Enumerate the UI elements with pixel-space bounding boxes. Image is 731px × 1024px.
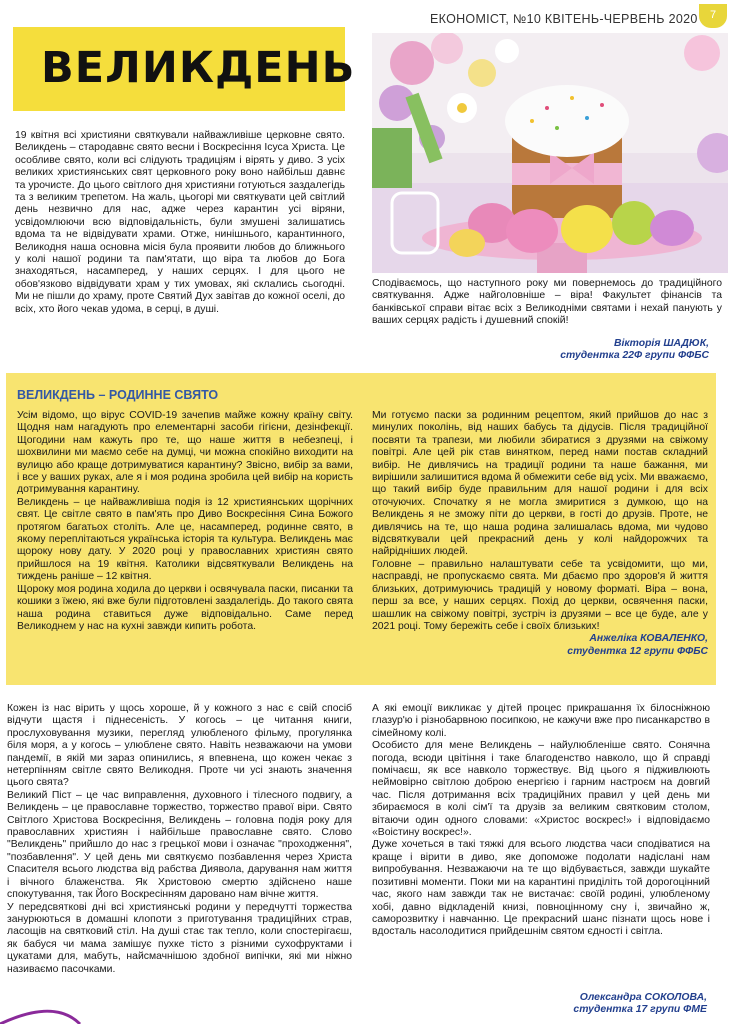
article3-paragraph: У передсвяткові дні всі християнські родини у передчутті торжества занурюються в домашні клопоти з приготування традиційних страв, ласощів на святковий стіл. На душі стає так тепло, коли спостерігаєш, як бабуся чи мама замішує пухке тісто з різними сухофруктами і цукатами для, мабуть, найсмачнішою здобної випічки, які ми ніжно називаємо пасочками. [7, 901, 352, 975]
article2-right-column [372, 410, 708, 658]
article3-left-column [7, 703, 352, 976]
article2-paragraph: Усім відомо, що вірус COVID-19 зачепив майже кожну країну світу. Щодня нам нагадують про елементарні засоби гігієни, дезінфекції. Щогодини нам кажуть про те, що наше життя в небезпеці, і шохвилини ми маємо себе на думці, чи можна спокійно виходити на вулицю або краще дотримуватися карантину? Звісно, вибір за вами, і все у ваших руках, але я і моя родина зробила цей вибір на користь дотримування карантину. [17, 410, 353, 496]
easter-illustration [372, 33, 728, 273]
article2-paragraph: Ми готуємо паски за родинним рецептом, який прийшов до нас з минулих поколінь, від наших бабусь та дідусів. Після традиційної посвяти та трапези, ми любили збиратися з друзями на свіжому повітрі. Але цей рік став винятком, перед нами постав складний вибір. Не дивлячись на традиції родини та наше бажання, ми вирішили залишитися вдома й обмежити себе від усіх. Ми вважаємо, що такий вибір буде правильним для нашої родини і для всіх оточуючих. Спочатку я не могла змиритися з думкою, що на Великдень я не зможу піти до церкви, в гості до друзів. Проте, не дивлячись на те, що наша родина залишалась вдома, ми чудово відсвяткували цей прекрасний день у колі найдорожчих та найрідніших людей. [372, 410, 708, 558]
article2-paragraph: Головне – правильно налаштувати себе та усвідомити, що ми, насправді, не пропускаємо свята. Ми дбаємо про здоров'я й життя близьких, дотримуючись традицій у новому форматі. Віра – вона, перш за все, у наших серцях. Похід до церкви, освячення паски, шашлик на свіжому повітрі, зустріч із друзями – все це буде, але у 2021 році. Тому бережіть себе і своїх близьких! [372, 558, 708, 632]
article3-paragraph: Особисто для мене Великдень – найулюбленіше свято. Сонячна погода, всюди цвітіння і таке благоденство навколо, що й справді помічаєш, як все навколо торжествує. Від цього я підживлюють неймовірно світлою доброю енергією і гарним настроєм на довгий час. Після дотримання всіх традиційних правил у цей день ми збираємося в колі сім'ї та друзів за великим святковим столом, вітаючи один одного словами: «Христос воскрес!» і відповідаємо «Воістину воскрес!». [372, 740, 710, 839]
decorative-swoosh [0, 990, 120, 1024]
article-title-box [13, 27, 356, 111]
article1-author: Вікторія ШАДЮК, [613, 338, 709, 349]
article3-right-column [372, 703, 710, 939]
easter-cake-photo [372, 33, 728, 273]
section-title: ВЕЛИКДЕНЬ – РОДИННЕ СВЯТО [17, 388, 219, 402]
article3-paragraph: Дуже хочеться в такі тяжкі для всього людства часи сподіватися на краще і вірити в диво, яке допоможе подолати надіслані нам випробування. Незважаючи на те що відбувається, завжди шукайте позитивні моменти. Поки ми на карантині приділіть той дорогоцінний час, якого нам завжди так не вистачає: своїй родині, улюбленому хобі, давно відкладеній книзі, повноцінному сну і, звичайно ж, саморозвитку і навчанню. Це прекрасний шанс пізнати щось нове і вдосталь насолодитися прийдешнім святом єдності і світла. [372, 839, 710, 938]
article2-author: Анжеліка КОВАЛЕНКО, [589, 633, 708, 645]
article3-author-group: студентка 17 групи ФМЕ [573, 1004, 707, 1016]
article-title: ВЕЛИКДЕНЬ [41, 43, 356, 93]
page-number-badge: 7 [699, 4, 727, 28]
article2-paragraph: Великдень – це найважливіша подія із 12 християнських щорічних свят. Це світле свято в пам'ять про Диво Воскресіння Сина Божого протягом багатьох століть. Але це, насамперед, родинне свято, в якому переплітаються українська історія та культура. Великдень має щороку нову дату. У 2020 році у православних християн свято прийшлося на 19 квітня. Католики відсвяткували Великдень на тиждень раніше – 12 квітня. [17, 496, 353, 583]
article1-paragraph: 19 квітня всі християни святкували найважливіше церковне свято. Великдень – стародавнє свято весни і Воскресіння Ісуса Христа. Це особливе свято, коли всі слідують традиціям і вірять у диво. З усіх великих християнських свят церковного року воно найбільш давнє та урочисте. До цього світлого дня християни готуються заздалегідь та з великим трепетом. На жаль, цьогорі ми святкувати цей світлий день незвично для нас, адже через карантин усі віряни, усвідомлюючи всю відповідальність, були змушені залишатись вдома та не відвідувати храми. Отже, нинішнього, карантинного, Великодня наша основна місія була проявити любов до ближнього у колі нашої родини та пам'ятати, що віра та любов до Бога знаходяться, насамперед, у наших серцях. І для цього не обов'язково відвідувати храм у тих умовах, які склались сьогодні. Ми не пішли до храму, проте Святий Дух завітав до кожної оселі, до всіх, хто його чекав удома, в серці, в душі. [15, 130, 345, 315]
article3-author: Олександра СОКОЛОВА, [579, 992, 707, 1003]
article2-signature [372, 633, 708, 658]
article2-author-group: студентка 12 групи ФФБС [567, 645, 708, 657]
article1-closing: Сподіваємось, що наступного року ми повернемось до традиційного святкування. Адже найголовніше – віра! Факультет фінансів та банківської справи вітає всіх з Великодніми святами і нехай панують у ваших серцях радість і душевний спокій! [372, 278, 722, 327]
article1-signature [560, 338, 709, 363]
article3-paragraph: Кожен із нас вірить у щось хороше, й у кожного з нас є свій спосіб відчути щастя і піднесеність. У когось – це читання книги, прослуховування музики, перегляд улюбленого фільму, прогулянка біля моря, а у когось – улюблене свято. Навіть незважаючи на умови пандемії, в якій ми зараз опинились, я впевнена, що кожен чекає з нетерпінням світле свято Великодня. Проте чи усі знають значення цього свята? [7, 703, 352, 789]
article3-paragraph: А які емоції викликає у дітей процес прикрашання їх білосніжною глазур'ю і різнобарвною посипкою, не кажучи вже про писанкарство в сімейному колі. [372, 703, 710, 739]
article3-signature [573, 992, 707, 1017]
article2-paragraph: Щороку моя родина ходила до церкви і освячувала паски, писанки та кошики з їжею, які вже були підготовлені заздалегідь. До такого свята наша родина ставиться дуже відповідально. Саме перед Великоднем у нас на кухні завжди кипить робота. [17, 583, 353, 632]
article3-paragraph: Великий Піст – це час виправлення, духовного і тілесного подвигу, а Великдень – це православне торжество, торжество правої віри. Свято Світлого Христова Воскресіння, Великдень – головна подія року для православних християн і найбільше православне свято. Слово "Великдень" прийшло до нас з грецької мови і означає "проходження", "позбавлення". У цей день ми святкуємо позбавлення через Христа Спасителя всього людства від рабства Диявола, дарування нам життя і вічного блаженства. Як Христовою смертю здійснено наше спокутування, так Його Воскресінням даровано нам вічне життя. [7, 789, 352, 901]
journal-header: ЕКОНОМІСТ, №10 КВІТЕНЬ-ЧЕРВЕНЬ 2020 [430, 12, 698, 26]
article1-author-group: студентка 22Ф групи ФФБС [560, 350, 709, 362]
article2-left-column [17, 410, 353, 633]
